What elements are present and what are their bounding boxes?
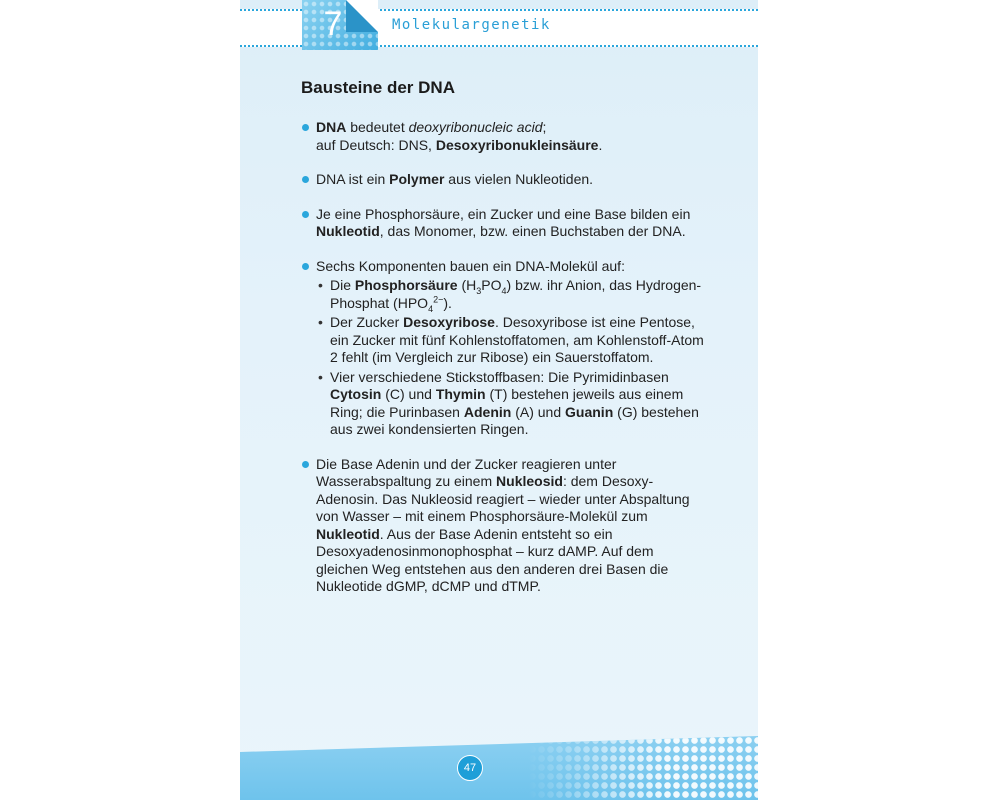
bullet-nucleoside-formation: Die Base Adenin und der Zucker reagieren unter Wasserabspaltung zu einem Nukleosid: dem Desoxy-Adenosin. Das Nukleosid reagiert – wieder unter Abspaltung von Wasser – mit einem Phosphorsäure-Molekül zum Nukleotid. Aus der Base Adenin entsteht so ein Desoxyadenosinmonophosphat – kurz dAMP. Auf dem gleichen Weg entstehen aus den anderen drei Basen die Nukleotide dGMP, dCMP und dTMP. bbox=[301, 456, 706, 596]
page-fold-decoration bbox=[346, 0, 378, 32]
bullet-dna-definition: DNA bedeutet deoxyribonucleic acid; auf Deutsch: DNS, Desoxyribonukleinsäure. bbox=[301, 119, 706, 154]
page-footer-band bbox=[240, 736, 758, 800]
bullet-six-components: Sechs Komponenten bauen ein DNA-Molekül auf: • Die Phosphorsäure $(H_3PO_4)$ bzw. ihr Anion, das Hydrogen-Phosphat $(HPO_4^{2-})$. • Der Zucker Desoxyribose. Desoxyribose ist eine Pentose, ein Zucker mit fünf Kohlenstoffatomen, am Kohlenstoff-Atom 2 fehlt (im Vergleich zur Ribose) ein Sauerstoffatom. • Vier verschiedene Stickstoffbasen: Die Pyrimidinbasen Cytosin (C) und Thymin (T) bestehen jeweils aus einem Ring; die Purinbasen Adenin (A) und Guanin (G) bestehen aus zwei kondensierten Ringen. bbox=[301, 258, 706, 439]
subitem-nitrogen-bases: • Vier verschiedene Stickstoffbasen: Die Pyrimidinbasen Cytosin (C) und Thymin (T) bestehen jeweils aus einem Ring; die Purinbasen Adenin (A) und Guanin (G) bestehen aus zwei kondensierten Ringen. bbox=[316, 369, 706, 439]
subitem-deoxyribose: • Der Zucker Desoxyribose. Desoxyribose ist eine Pentose, ein Zucker mit fünf Kohlenstoffatomen, am Kohlenstoff-Atom 2 fehlt (im Vergleich zur Ribose) ein Sauerstoffatom. bbox=[316, 314, 706, 367]
halftone-dots-decoration bbox=[528, 736, 758, 800]
bullet-dna-polymer: DNA ist ein Polymer aus vielen Nukleotiden. bbox=[301, 171, 706, 189]
footer-section-label: Genetik bbox=[61, 763, 120, 780]
page-title: Bausteine der DNA bbox=[301, 78, 455, 97]
chapter-number-box bbox=[302, 0, 378, 50]
page-number-badge: 47 bbox=[457, 755, 483, 781]
subitem-phosphoric-acid: • Die Phosphorsäure $(H_3PO_4)$ bzw. ihr Anion, das Hydrogen-Phosphat $(HPO_4^{2-})$. bbox=[316, 277, 706, 312]
component-sublist bbox=[316, 277, 706, 439]
bullet-list bbox=[301, 119, 706, 596]
chapter-title: Molekulargenetik bbox=[392, 17, 551, 33]
bullet-nucleotide: Je eine Phosphorsäure, ein Zucker und eine Base bilden ein Nukleotid, das Monomer, bzw. einen Buchstaben der DNA. bbox=[301, 206, 706, 241]
page-content bbox=[301, 77, 706, 613]
chapter-number: 7 bbox=[323, 5, 343, 43]
book-page bbox=[240, 0, 758, 800]
